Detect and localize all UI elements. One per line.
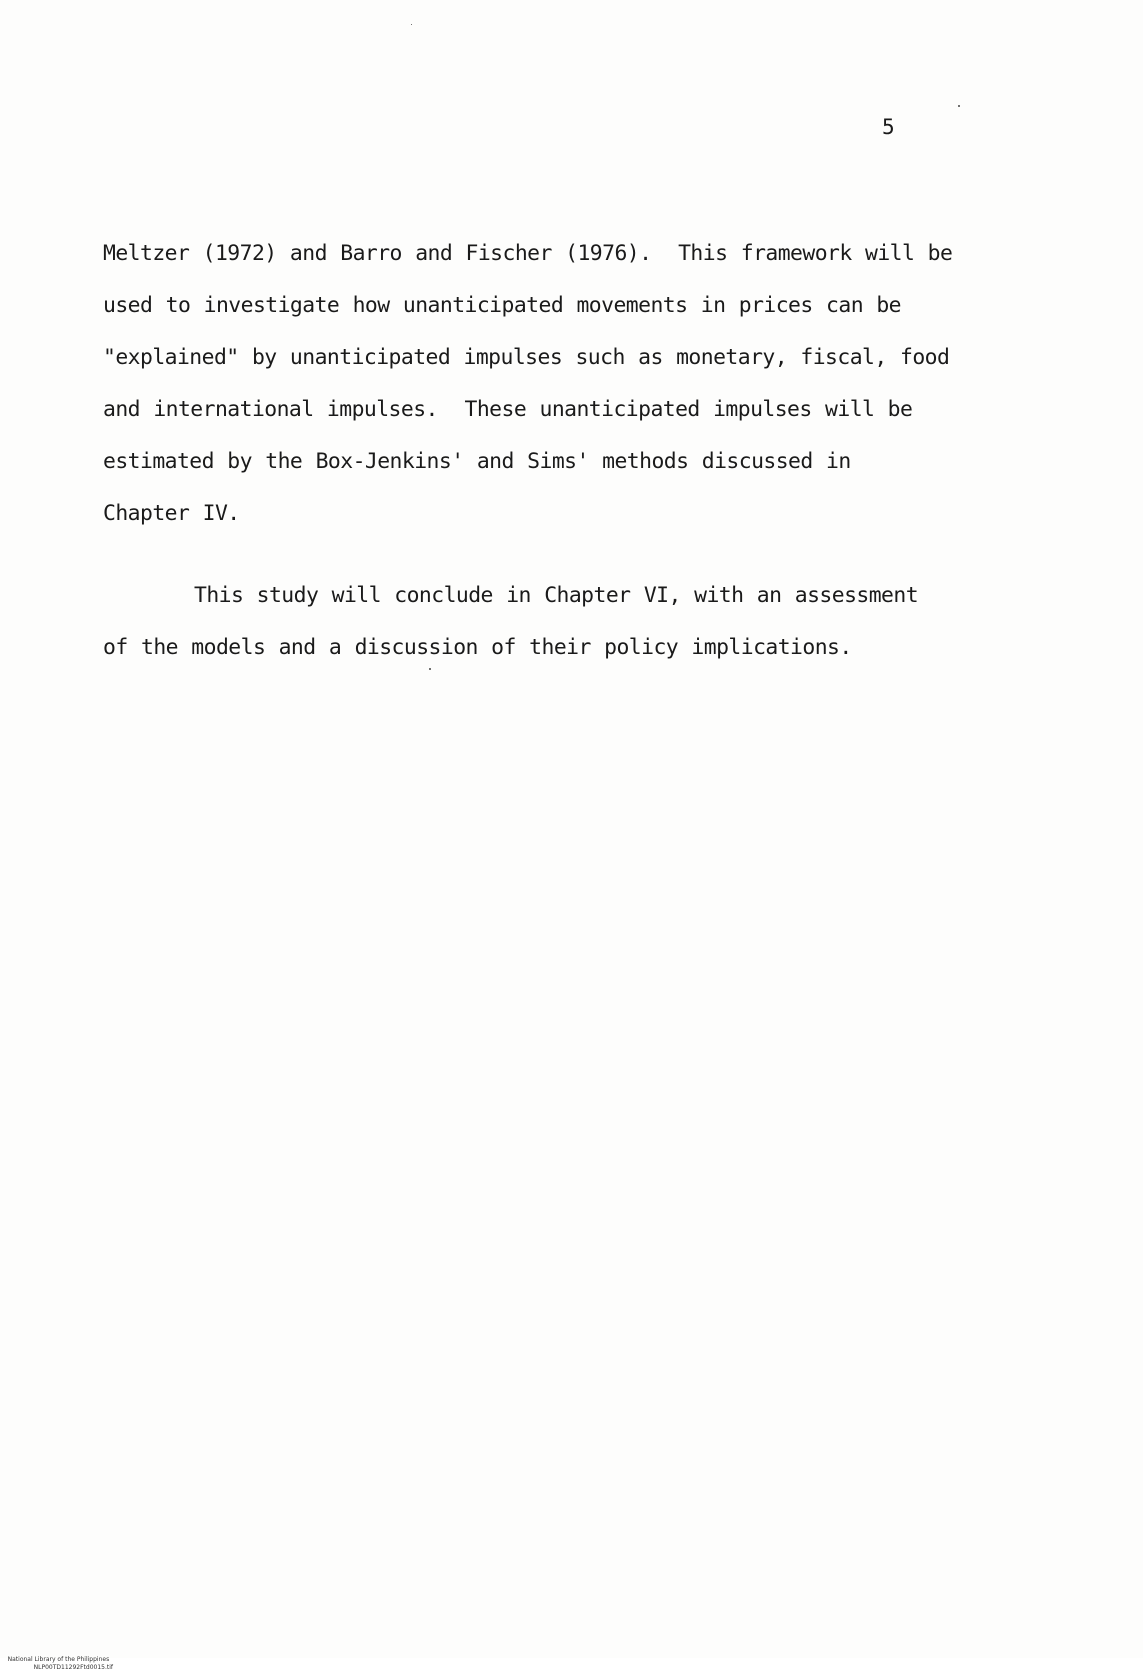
page-number: 5 [882,115,895,139]
footer-file-id: NLP00TD11292Ftd0015.tif [33,1664,114,1671]
scan-speck [958,105,960,107]
text-line: Chapter IV. [103,501,240,526]
scan-footer [0,1648,113,1680]
body-text [103,228,1008,674]
text-line: and international impulses. These unanticipated impulses will be [103,397,913,422]
text-line: of the models and a discussion of their policy implications. [103,635,852,660]
text-line: Meltzer (1972) and Barro and Fischer (1976). This framework will be [103,241,953,266]
scan-speck [429,668,431,670]
text-line: used to investigate how unanticipated movements in prices can be [103,293,902,318]
scan-speck [411,24,412,25]
text-line: estimated by the Box-Jenkins' and Sims' methods discussed in [103,449,851,474]
footer-library: National Library of the Philippines [7,1656,110,1663]
paragraph-1 [103,228,1008,540]
text-line: This study will conclude in Chapter VI, with an assessment [194,583,919,608]
paragraph-gap [103,540,1008,570]
text-line: "explained" by unanticipated impulses such as monetary, fiscal, food [103,345,950,370]
paragraph-2 [103,570,1008,674]
